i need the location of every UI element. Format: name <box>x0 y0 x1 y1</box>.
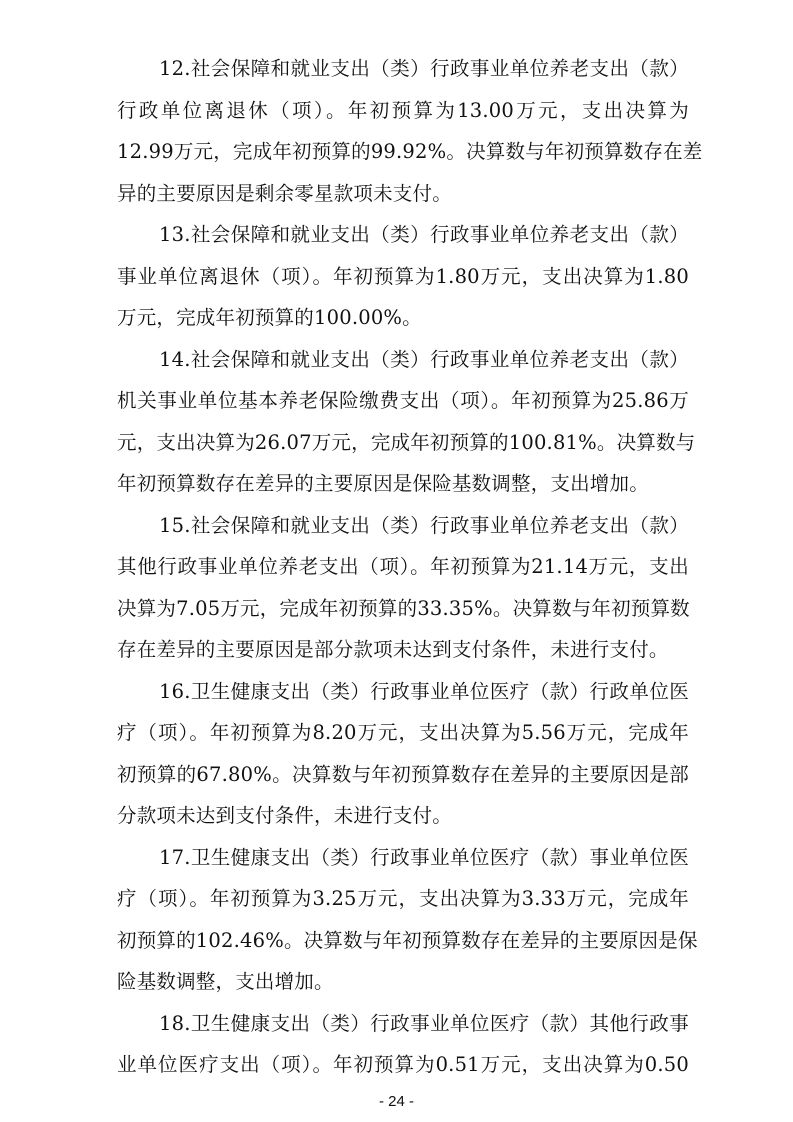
paragraph-12-line-3: 12.99万元，完成年初预算的99.92%。决算数与年初预算数存在差 <box>117 140 703 163</box>
paragraph-17-line-1: 17.卫生健康支出（类）行政事业单位医疗（款）事业单位医 <box>159 845 689 869</box>
paragraph-13-line-3: 万元，完成年初预算的100.00%。 <box>117 306 422 329</box>
paragraph-12-line-2: 行政单位离退休（项）。年初预算为13.00万元，支出决算为 <box>117 98 689 122</box>
body-text <box>117 48 703 1086</box>
paragraph-13-line-1: 13.社会保障和就业支出（类）行政事业单位养老支出（款） <box>159 223 689 246</box>
paragraph-14-line-3: 元，支出决算为26.07万元，完成年初预算的100.81%。决算数与 <box>117 430 696 454</box>
paragraph-16-line-1: 16.卫生健康支出（类）行政事业单位医疗（款）行政单位医 <box>159 679 689 703</box>
paragraph-17-line-3: 初预算的102.46%。决算数与年初预算数存在差异的主要原因是保 <box>117 928 698 952</box>
paragraph-16-line-2: 疗（项）。年初预算为8.20万元，支出决算为5.56万元，完成年 <box>117 721 689 744</box>
paragraph-15-line-2: 其他行政事业单位养老支出（项）。年初预算为21.14万元，支出 <box>117 555 689 578</box>
page-number: - 24 - <box>378 1093 414 1110</box>
paragraph-17-line-4: 险基数调整，支出增加。 <box>117 970 334 993</box>
paragraph-13-line-2: 事业单位离退休（项）。年初预算为1.80万元，支出决算为1.80 <box>117 264 689 288</box>
paragraph-15-line-4: 存在差异的主要原因是部分款项未达到支付条件，未进行支付。 <box>117 638 669 661</box>
paragraph-15-line-3: 决算为7.05万元，完成年初预算的33.35%。决算数与年初预算数 <box>117 596 690 620</box>
paragraph-14-line-1: 14.社会保障和就业支出（类）行政事业单位养老支出（款） <box>159 347 689 371</box>
paragraph-12-line-4: 异的主要原因是剩余零星款项未支付。 <box>117 181 452 205</box>
paragraph-15-line-1: 15.社会保障和就业支出（类）行政事业单位养老支出（款） <box>159 513 689 537</box>
paragraph-12-line-1: 12.社会保障和就业支出（类）行政事业单位养老支出（款） <box>159 57 689 80</box>
paragraph-18-line-2: 业单位医疗支出（项）。年初预算为0.51万元，支出决算为0.50 <box>117 1053 689 1076</box>
paragraph-14-line-4: 年初预算数存在差异的主要原因是保险基数调整，支出增加。 <box>117 472 649 495</box>
paragraph-16-line-3: 初预算的67.80%。决算数与年初预算数存在差异的主要原因是部 <box>117 762 689 786</box>
paragraph-16-line-4: 分款项未达到支付条件，未进行支付。 <box>117 804 452 827</box>
paragraph-18-line-1: 18.卫生健康支出（类）行政事业单位医疗（款）其他行政事 <box>159 1011 689 1035</box>
paragraph-14-line-2: 机关事业单位基本养老保险缴费支出（项）。年初预算为25.86万 <box>117 389 689 412</box>
paragraph-17-line-2: 疗（项）。年初预算为3.25万元，支出决算为3.33万元，完成年 <box>117 887 689 910</box>
